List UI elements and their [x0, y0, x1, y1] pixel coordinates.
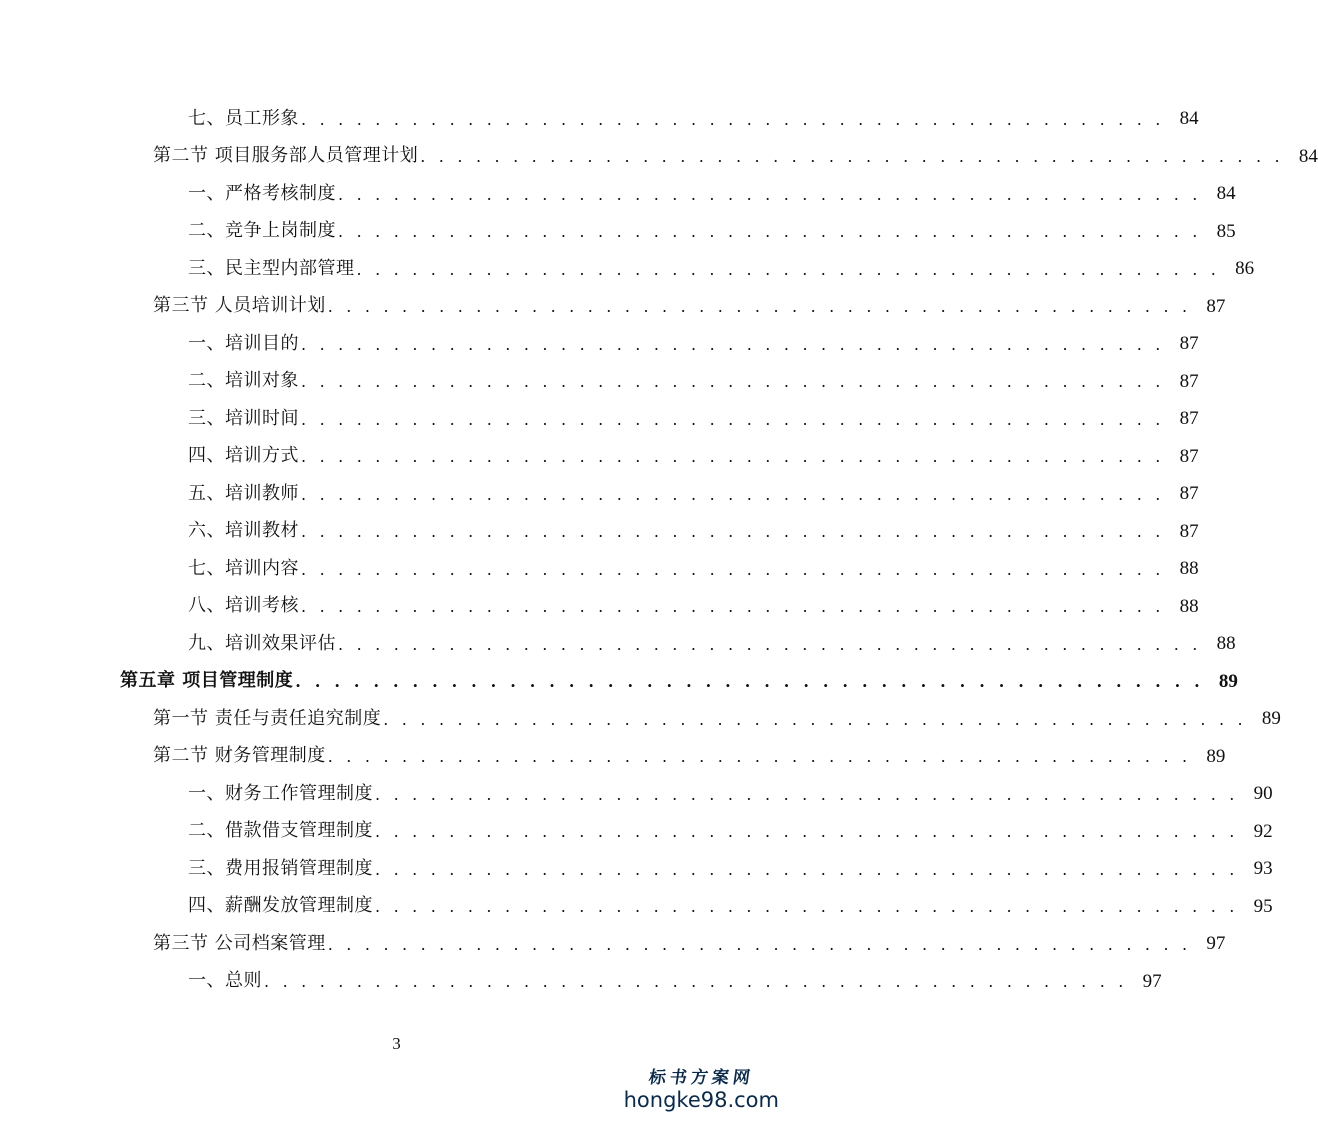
watermark-logo [624, 1063, 779, 1112]
toc-entry-title: 八、培训考核 [188, 595, 299, 617]
toc-entry-page: 87 [1179, 520, 1199, 542]
toc-entry-page: 89 [1218, 670, 1238, 692]
toc-dot-leader: . . . . . . . . . . . . . . . . . . . . . . . . . . . . . . . . . . . . . . . . . . . . . . . [327, 747, 1192, 767]
toc-entry-title: 二、借款借支管理制度 [188, 820, 373, 842]
toc-entry-page: 87 [1179, 333, 1199, 355]
table-of-contents [0, 100, 1318, 1000]
toc-dot-leader: . . . . . . . . . . . . . . . . . . . . . . . . . . . . . . . . . . . . . . . . . . . . . . . [375, 897, 1239, 917]
toc-dot-leader: . . . . . . . . . . . . . . . . . . . . . . . . . . . . . . . . . . . . . . . . . . . . . . . [375, 859, 1239, 879]
toc-entry-title: 一、财务工作管理制度 [188, 782, 373, 804]
toc-dot-leader: . . . . . . . . . . . . . . . . . . . . . . . . . . . . . . . . . . . . . . . . . . . . . . . [338, 634, 1202, 654]
toc-dot-leader: . . . . . . . . . . . . . . . . . . . . . . . . . . . . . . . . . . . . . . . . . . . . . . . [295, 672, 1204, 692]
toc-dot-leader: . . . . . . . . . . . . . . . . . . . . . . . . . . . . . . . . . . . . . . . . . . . . . . . [301, 522, 1165, 542]
toc-entry[interactable] [0, 925, 1226, 963]
toc-entry-title: 第二节 财务管理制度 [153, 745, 326, 767]
toc-entry-page: 95 [1253, 895, 1273, 917]
toc-entry-title: 二、竞争上岗制度 [188, 220, 336, 242]
toc-dot-leader: . . . . . . . . . . . . . . . . . . . . . . . . . . . . . . . . . . . . . . . . . . . . . . . [301, 109, 1165, 129]
toc-entry-page: 87 [1179, 408, 1199, 430]
toc-dot-leader: . . . . . . . . . . . . . . . . . . . . . . . . . . . . . . . . . . . . . . . . . . . . . . . [356, 259, 1221, 279]
toc-entry-title: 六、培训教材 [188, 520, 299, 542]
toc-entry-page: 97 [1206, 933, 1226, 955]
toc-dot-leader: . . . . . . . . . . . . . . . . . . . . . . . . . . . . . . . . . . . . . . . . . . . . . . . [301, 447, 1165, 467]
toc-entry-title: 七、培训内容 [188, 557, 299, 579]
toc-entry[interactable] [0, 663, 1238, 701]
toc-entry[interactable] [0, 775, 1273, 813]
toc-entry-page: 86 [1235, 258, 1255, 280]
toc-entry-title: 四、培训方式 [188, 445, 299, 467]
toc-entry-page: 89 [1261, 708, 1281, 730]
toc-entry-page: 85 [1216, 220, 1236, 242]
toc-entry[interactable] [0, 400, 1199, 438]
toc-entry-page: 84 [1298, 145, 1318, 167]
toc-entry[interactable] [0, 138, 1318, 176]
toc-entry-title: 一、严格考核制度 [188, 182, 336, 204]
toc-dot-leader: . . . . . . . . . . . . . . . . . . . . . . . . . . . . . . . . . . . . . . . . . . . . . . . [383, 709, 1247, 729]
toc-entry-title: 第三节 人员培训计划 [153, 295, 326, 317]
toc-entry[interactable] [0, 213, 1236, 251]
toc-dot-leader: . . . . . . . . . . . . . . . . . . . . . . . . . . . . . . . . . . . . . . . . . . . . . . . [327, 934, 1192, 954]
page-number: 3 [392, 1034, 401, 1053]
toc-entry-page: 90 [1253, 783, 1273, 805]
toc-entry-page: 87 [1206, 295, 1226, 317]
toc-entry-page: 92 [1253, 820, 1273, 842]
toc-entry[interactable] [0, 625, 1236, 663]
toc-dot-leader: . . . . . . . . . . . . . . . . . . . . . . . . . . . . . . . . . . . . . . . . . . . . . . . [301, 484, 1165, 504]
toc-dot-leader: . . . . . . . . . . . . . . . . . . . . . . . . . . . . . . . . . . . . . . . . . . . . . . . [301, 372, 1165, 392]
toc-dot-leader: . . . . . . . . . . . . . . . . . . . . . . . . . . . . . . . . . . . . . . . . . . . . . . . [375, 784, 1239, 804]
toc-entry-title: 七、员工形象 [188, 107, 299, 129]
toc-dot-leader: . . . . . . . . . . . . . . . . . . . . . . . . . . . . . . . . . . . . . . . . . . . . . . . [301, 597, 1165, 617]
toc-entry-title: 三、民主型内部管理 [188, 257, 355, 279]
toc-entry[interactable] [0, 250, 1255, 288]
watermark-url: hongke98.com [623, 1088, 779, 1112]
toc-entry[interactable] [0, 963, 1162, 1001]
toc-entry-title: 一、培训目的 [188, 332, 299, 354]
toc-entry[interactable] [0, 888, 1273, 926]
toc-entry-title: 二、培训对象 [188, 370, 299, 392]
toc-dot-leader: . . . . . . . . . . . . . . . . . . . . . . . . . . . . . . . . . . . . . . . . . . . . . . . [264, 972, 1128, 992]
toc-entry[interactable] [0, 588, 1199, 626]
toc-entry-page: 88 [1216, 633, 1236, 655]
toc-entry-page: 84 [1179, 108, 1199, 130]
toc-entry-title: 三、培训时间 [188, 407, 299, 429]
toc-entry-title: 三、费用报销管理制度 [188, 857, 373, 879]
toc-entry[interactable] [0, 100, 1199, 138]
toc-entry-page: 87 [1179, 445, 1199, 467]
toc-entry-page: 88 [1179, 595, 1199, 617]
toc-entry-page: 88 [1179, 558, 1199, 580]
toc-entry-title: 第五章 项目管理制度 [120, 670, 294, 692]
toc-dot-leader: . . . . . . . . . . . . . . . . . . . . . . . . . . . . . . . . . . . . . . . . . . . . . . . [420, 147, 1284, 167]
toc-dot-leader: . . . . . . . . . . . . . . . . . . . . . . . . . . . . . . . . . . . . . . . . . . . . . . . [375, 822, 1239, 842]
toc-dot-leader: . . . . . . . . . . . . . . . . . . . . . . . . . . . . . . . . . . . . . . . . . . . . . . . [301, 559, 1165, 579]
toc-entry[interactable] [0, 175, 1236, 213]
toc-entry-page: 87 [1179, 370, 1199, 392]
toc-entry-page: 87 [1179, 483, 1199, 505]
toc-entry-page: 97 [1142, 970, 1162, 992]
toc-entry[interactable] [0, 513, 1199, 551]
toc-entry-title: 第一节 责任与责任追究制度 [153, 707, 382, 729]
toc-dot-leader: . . . . . . . . . . . . . . . . . . . . . . . . . . . . . . . . . . . . . . . . . . . . . . . [301, 334, 1165, 354]
toc-entry-title: 四、薪酬发放管理制度 [188, 895, 373, 917]
toc-entry[interactable] [0, 813, 1273, 851]
toc-entry-title: 一、总则 [188, 970, 262, 992]
toc-entry-title: 五、培训教师 [188, 482, 299, 504]
watermark-brand: 标书方案网 [647, 1068, 755, 1088]
toc-entry-page: 93 [1253, 858, 1273, 880]
toc-entry[interactable] [0, 325, 1199, 363]
toc-entry[interactable] [0, 438, 1199, 476]
toc-dot-leader: . . . . . . . . . . . . . . . . . . . . . . . . . . . . . . . . . . . . . . . . . . . . . . . [338, 184, 1202, 204]
toc-dot-leader: . . . . . . . . . . . . . . . . . . . . . . . . . . . . . . . . . . . . . . . . . . . . . . . [301, 409, 1165, 429]
toc-entry[interactable] [0, 850, 1273, 888]
toc-dot-leader: . . . . . . . . . . . . . . . . . . . . . . . . . . . . . . . . . . . . . . . . . . . . . . . [327, 297, 1192, 317]
toc-entry[interactable] [0, 738, 1226, 776]
toc-entry[interactable] [0, 288, 1226, 326]
toc-entry-page: 89 [1206, 745, 1226, 767]
toc-entry[interactable] [0, 700, 1281, 738]
toc-entry[interactable] [0, 475, 1199, 513]
toc-entry[interactable] [0, 550, 1199, 588]
toc-dot-leader: . . . . . . . . . . . . . . . . . . . . . . . . . . . . . . . . . . . . . . . . . . . . . . . [338, 222, 1202, 242]
toc-entry-title: 九、培训效果评估 [188, 632, 336, 654]
toc-entry-page: 84 [1216, 183, 1236, 205]
toc-entry-title: 第三节 公司档案管理 [153, 932, 326, 954]
toc-entry-title: 第二节 项目服务部人员管理计划 [153, 145, 419, 167]
toc-entry[interactable] [0, 363, 1199, 401]
